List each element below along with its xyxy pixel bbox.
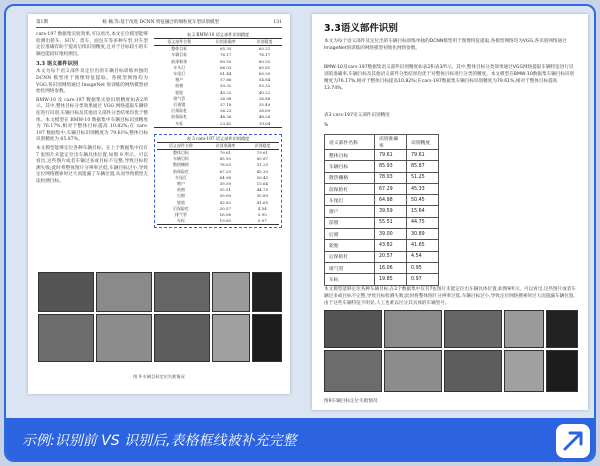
table-cell: 前窗 [325,217,375,228]
table-cell: 55.32 [258,83,271,89]
table-cell: 车标 [325,274,375,285]
table-cell: 轮胎 [325,240,375,251]
table-cell: 85.87 [407,161,439,172]
car-photo [96,272,152,312]
figure-caption: 图 9 车辆目标定位失败情况 [133,374,185,379]
table-cell: 39.59 [219,181,232,187]
table-cell: 排气管 [175,212,188,218]
table-cell: 车辆目标 [173,156,190,162]
highlighted-table-region [154,134,282,229]
table-cell: 19.85 [219,218,232,224]
table-cell: 39.59 [375,206,407,217]
table-caption: 表 3 cars-197 语义部件识别精度 [186,135,250,141]
table-cell: 85.93 [219,156,232,162]
section-title: 3.3语义部件识别 [324,23,398,34]
example-banner [6,418,596,462]
table-cell: 20.57 [375,251,407,262]
table-row [325,161,439,172]
figure-row [38,314,282,362]
table-cell: 26.98 [220,95,232,101]
table-row [325,274,439,285]
car-photo [38,314,94,362]
car-photo [252,314,282,362]
table-cell: 后保险杠 [325,251,375,262]
after-page [312,14,588,410]
column-header: 识别准确率 [375,135,407,150]
table-row [325,172,439,183]
car-photo [154,314,210,362]
table-cell: 0.97 [257,218,267,224]
table-cell: 车标 [175,120,184,126]
table-cell: 后窗 [177,193,186,199]
table-cell: 45.33 [256,168,269,174]
table-caption: 表 2 BMW-10 语义部件识别精度 [186,32,250,37]
table-cell: 车辆目标 [325,161,375,172]
table-cell: 19.85 [375,274,407,285]
car-photo [324,350,382,392]
table-cell: 36.23 [220,108,232,114]
table-row [157,218,279,225]
table-row [325,262,439,273]
table-cell: 15.64 [407,206,439,217]
table-cell: 35.49 [258,102,271,108]
column-header: 语义部件名称 [169,142,194,148]
car-photo [444,310,502,348]
table-cell: 78.03 [375,172,407,183]
table-cell: 23.42 [220,120,232,126]
table-cell: 65.81 [258,64,271,70]
table-row [325,217,439,228]
table-cell: 51.25 [407,172,439,183]
table-cell: 车标 [177,218,186,224]
paragraph: 本文为每个语义部件及定位出的车辆目标训练单独的 DCNN 模型用于图像特征提取。各模型网络均为 VGG,各识别网络通过 ImageNet 预训练的网络模型初始化网络参数。 [36,69,148,95]
figure-caption: 图9车辆目标定位失败情况 [324,399,378,404]
column-header: 识别准确率 [215,142,236,148]
car-photo [212,314,250,362]
table-row [325,150,439,161]
table-cell: 60.95 [258,71,271,77]
column-header: 语义部件名称 [167,39,192,44]
table-cell: 80.55 [220,58,232,64]
table-cell: 前保险杠 [325,183,375,194]
banner-text: 示例:识别前 VS 识别后,表格框线被补充完整 [22,433,297,449]
table-cell: 轮胎 [177,199,186,205]
figure-row [324,310,578,348]
table-cell: 54.84 [258,77,271,83]
table-cell: 窗户 [175,77,184,83]
table-cell: 车尾灯 [325,195,375,206]
table-cell: 65.21 [258,46,271,52]
table-cell: 16.06 [375,262,407,273]
table-cell: 后视镜 [173,102,186,108]
table-cell: 车辆目标 [171,52,188,58]
table-cell: 4.54 [257,205,267,211]
table-cell: 36.69 [258,108,271,114]
table-cell: 46.26 [220,114,232,120]
table-cell: 61.44 [220,71,232,77]
table-caption: 表3 cars-197语义部件识别精度 [324,113,390,118]
before-page [28,14,290,394]
table-row [325,251,439,262]
table-cell: 50.45 [407,195,439,206]
table-cell: 整体目标 [171,46,188,52]
car-photo [252,272,282,312]
car-photo [38,272,94,312]
table-cell: 40.22 [258,89,271,95]
table-cell: 64.98 [375,195,407,206]
car-photo [154,272,210,312]
table-cell: 整体目标 [173,150,190,156]
car-photo [504,310,544,348]
table-cell: 后保险杠 [173,205,190,211]
column-header: 识别准确率 [215,39,236,44]
paragraph: cars-197 数据集实验效果,可以看出,本文定位模型能够检测出轿车、SUV、货车、面包车等多种车型,对车型定位准确有助于提高后续识别精度,且对于目标较小的车辆也能较好地检测出。 [36,32,148,57]
table-row [325,229,439,240]
table-cell: 车尾灯 [173,71,186,77]
table-cell: 44.75 [256,187,269,193]
table-row [154,121,282,128]
table-cell: 20.57 [219,205,232,211]
table-cell: 79.61 [219,150,232,156]
table-row [325,206,439,217]
table-cell: 0.97 [407,274,439,285]
table-cell: 67.29 [375,183,407,194]
table-cell: 57.66 [220,77,232,83]
column-header: 语义部件名称 [325,135,375,150]
table-cell: 15.64 [256,181,269,187]
table-cell: 46.26 [258,114,271,120]
table-cell: 前部框体 [171,58,188,64]
car-photo [504,350,544,392]
table-cell: 79.61 [256,150,269,156]
right-table-column [154,32,282,228]
table-cell: 79.61 [375,150,407,161]
car-photo [212,272,250,312]
table-cell: 66.03 [220,64,232,70]
table-cell: 51.25 [256,162,269,168]
table-cell: 0.95 [407,262,439,273]
table-cell: 0.95 [257,212,267,218]
comparison-frame [4,4,596,462]
column-header: 识别精度 [407,135,439,150]
table-cell: 85.87 [256,156,269,162]
table-cell: 整体目标 [325,150,375,161]
header-page-number: 131 [273,20,282,25]
table-cell: 前窗 [177,187,186,193]
paragraph: BMW-10及cars-197数据集语义部件识别精度如表2和表3所示。其中,整体目标分类效果通过VGG网络提取车辆特征进行识别的准确率,车辆目标及其他语义部件分类结果均优于对整体目标进行分类的精度。本文模型在BMW-10数据集车辆目标识别精度为76.17%,相对于整体目标提高10.82%;在cars-197数据集车辆目标识别精度为79.61%,相对于整体目标提高13.74%。 [324,65,575,91]
table-cell: 59.32 [220,83,232,89]
table-cell: 散热栅格 [325,172,375,183]
car-photo [546,350,578,392]
table-cell: 窗户 [177,181,186,187]
table-cell: 30.89 [407,229,439,240]
table-row [325,183,439,194]
table-cell: 41.65 [256,199,269,205]
table-cell: 前保险杠 [171,114,188,120]
table-row [325,240,439,251]
table-cell: 55.51 [375,217,407,228]
column-header: 识别精度 [256,39,273,44]
page-header [36,18,282,28]
figure-row [324,350,578,392]
table-cell: 79.61 [407,150,439,161]
table-cell: 65.35 [220,46,232,52]
table-cell: 19.04 [258,120,271,126]
table-cell: 轮胎 [175,89,184,95]
table-cell: 43.82 [375,240,407,251]
table-cell: 后窗 [325,229,375,240]
car-photo [384,310,442,348]
table-cell: 41.65 [407,240,439,251]
table-cell: 26.86 [258,95,271,101]
table-cell: 80.55 [258,58,271,64]
car-photo [96,314,152,362]
table-cell: 55.51 [219,187,232,193]
table-cell: 车尾灯 [175,174,188,180]
left-text-column [36,32,148,187]
car-photo [324,310,382,348]
table-cell: 散热栅格 [173,162,190,168]
table-cell: 前窗 [175,83,184,89]
table-cell: 后保险杠 [171,108,188,114]
table-cell: 64.98 [219,174,232,180]
header-title: 杨 楠,等:基于改进 DCNN 特征融合的细粒度车型识别模型 [102,20,219,25]
column-header: 识别精度 [254,142,271,148]
paragraph: 本文模型能够定位各种车辆目标,在2个数据集中仅有7张图片未能定位出车辆具体位置,如图9所示。可以看出,这些图片或者车辆过多或目标不完整,导致目标检测失败;此时将整体图片分辨率过低,车辆目标过小,导致定位网络搜索时过大而遗漏车辆位置,由于这些车辆特征不明显,人工也难以区分其具体的车辆型号。 [324,287,577,306]
table-cell: 窗户 [325,206,375,217]
section-heading: 3.3 语义部件识别 [36,61,78,68]
car-photo [444,350,502,392]
table-cell: 车头灯 [173,64,186,70]
table-cell: 16.06 [219,212,232,218]
table-cell: 76.17 [220,52,232,58]
cars197-table-before [157,142,279,226]
table-cell: 44.75 [407,217,439,228]
paragraph: 本文模型能够定位各种车辆目标。在上个数据集中仅有 7 张图片未能定位出车辆具体位置,如图 9 所示。可以看出,这些图片或者车辆过多或目标不完整,导致目标检测失败;此时将整体图片分辨率过低,车辆目标过小,导致定位网络搜索时过大而遗漏了车辆位置,从而导致模型无法检测目标。 [36,145,148,184]
table-row [325,195,439,206]
table-cell: 37.18 [220,102,232,108]
paragraph: 本文为每个语义部件及定位出的车辆目标训练单独的DCNN模型用于图像特征提取,各模型网络均为VGG,各识别网络通过ImageNet预训练的网络模型初始化网络参数。 [324,39,567,51]
cars197-table-after [324,134,439,286]
table-unit: % [324,123,329,128]
car-photo [384,350,442,392]
table-cell: 4.54 [407,251,439,262]
table-cell: 39.00 [375,229,407,240]
table-cell: 45.33 [407,183,439,194]
table-cell: 40.22 [220,89,232,95]
table-cell: 76.17 [258,52,271,58]
table-cell: 78.03 [219,162,232,168]
table-cell: 43.82 [219,199,232,205]
table-cell: 39.00 [219,193,232,199]
table-cell: 前保险杠 [173,168,190,174]
table-cell: 排气管 [325,262,375,273]
paragraph: BMW-10 及 cars-197 数据集实验识别精度如表2所示。其中,整体目标分类效果通过 VGG 网络提取车辆特征进行识别,车辆目标及其他语义部件分类结果均优于整体。本文模型在 BMW-10 数据集中车辆目标识别精度为 76.17%,相对于整体目标提高 10.82%;在 cars-197 数据集中,车辆目标识别精度为 79.61%,整体目标识别精度为 65.87%。 [36,97,148,143]
table-cell: 67.29 [219,168,232,174]
header-issue: 第1期 [36,20,48,25]
arrow-logo-icon [556,424,590,458]
table-cell: 排气管 [173,95,186,101]
figure-row [38,272,282,312]
table-cell: 30.89 [256,193,269,199]
table-cell: 85.93 [375,161,407,172]
table-cell: 50.45 [256,174,269,180]
bmw10-table [154,38,282,128]
car-photo [546,310,578,348]
